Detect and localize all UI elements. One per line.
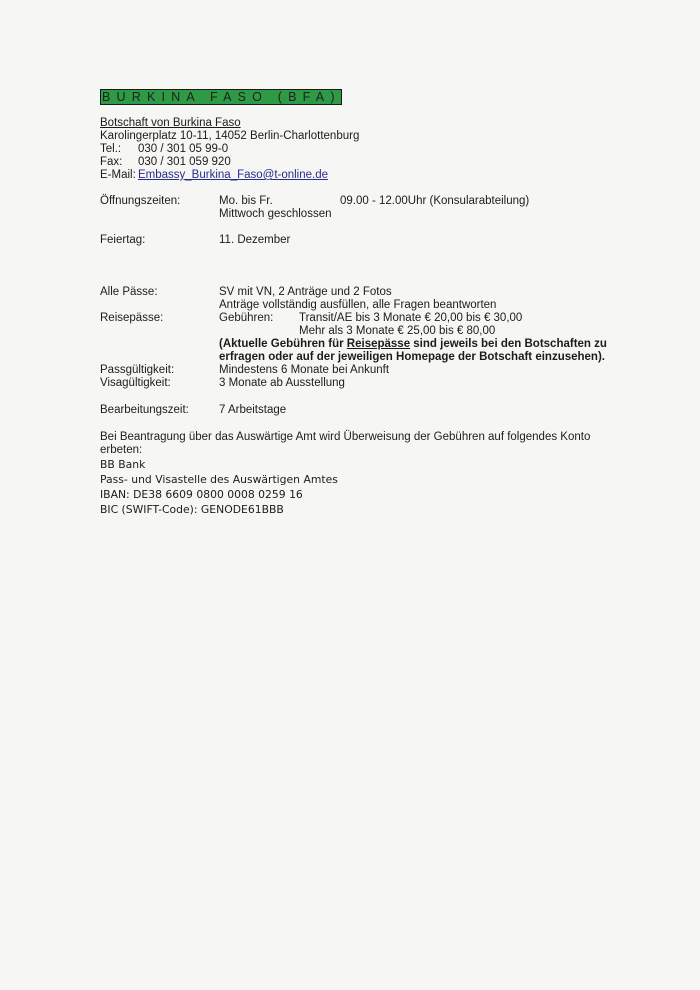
all-passes-line2: Anträge vollständig ausfüllen, alle Fragen beantworten [219,299,497,311]
payment-line1: Bei Beantragung über das Auswärtige Amt wird Überweisung der Gebühren auf folgendes Konto [100,431,591,443]
hours-time: 09.00 - 12.00Uhr (Konsularabteilung) [340,195,530,207]
fee-note-line2: erfragen oder auf der jeweiligen Homepage der Botschaft einzusehen). [219,351,605,363]
account-name: Pass- und Visastelle des Auswärtigen Amtes [100,473,338,486]
tel-value: 030 / 301 05 99-0 [138,143,229,155]
fees-label: Gebühren: [219,312,274,324]
all-passes-label: Alle Pässe: [100,286,158,298]
tel-label: Tel.: [100,143,122,155]
visa-validity-label: Visagültigkeit: [100,377,171,389]
visa-validity-value: 3 Monate ab Ausstellung [219,377,345,389]
iban: IBAN: DE38 6609 0800 0008 0259 16 [100,488,303,501]
embassy-address: Karolingerplatz 10-11, 14052 Berlin-Charlottenburg [100,130,360,142]
payment-line2: erbeten: [100,444,143,456]
all-passes-line1: SV mit VN, 2 Anträge und 2 Fotos [219,286,392,298]
fax-value: 030 / 301 059 920 [138,156,231,168]
fee-line1: Transit/AE bis 3 Monate € 20,00 bis € 30,00 [299,312,523,324]
fee-note-line1 [219,338,607,351]
hours-days: Mo. bis Fr. [219,195,273,207]
fax-label: Fax: [100,156,123,168]
bic: BIC (SWIFT-Code): GENODE61BBB [100,503,284,516]
fee-note-part2: sind jeweils bei den Botschaften zu [410,338,607,350]
validity-value: Mindestens 6 Monate bei Ankunft [219,364,390,376]
email-label: E-Mail: [100,169,136,181]
validity-label: Passgültigkeit: [100,364,175,376]
fee-note-link[interactable]: Reisepässe [346,338,411,350]
hours-label: Öffnungszeiten: [100,195,181,207]
holiday-label: Feiertag: [100,234,146,246]
email-link[interactable]: Embassy_Burkina_Faso@t-online.de [138,169,329,181]
fee-note-part1: (Aktuelle Gebühren für [219,338,347,350]
embassy-name: Botschaft von Burkina Faso [100,117,241,129]
holiday-value: 11. Dezember [219,234,291,246]
fee-line2: Mehr als 3 Monate € 25,00 bis € 80,00 [299,325,496,337]
bank-name: BB Bank [100,458,146,471]
hours-note: Mittwoch geschlossen [219,208,332,220]
processing-label: Bearbeitungszeit: [100,404,189,416]
travel-passes-label: Reisepässe: [100,312,164,324]
page-title: BURKINA FASO (BFA) [102,90,341,104]
processing-value: 7 Arbeitstage [219,404,287,416]
